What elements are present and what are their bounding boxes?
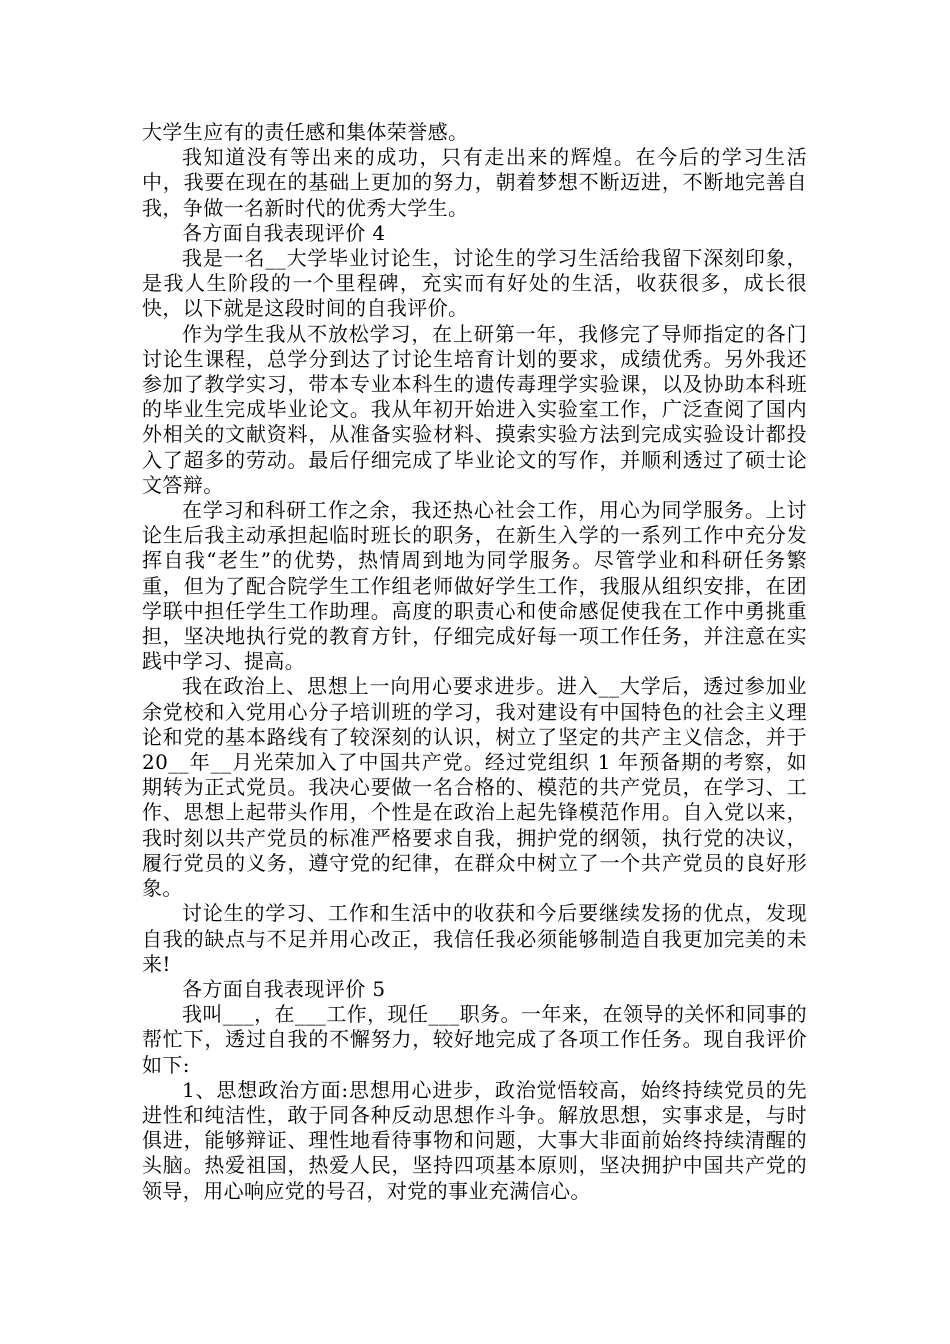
paragraph-1: 我知道没有等出来的成功，只有走出来的辉煌。在今后的学习生活中，我要在现在的基础上更加的努力，朝着梦想不断迈进，不断地完善自我，争做一名新时代的优秀大学生。 xyxy=(142,145,807,220)
section-heading-5: 各方面自我表现评价 5 xyxy=(182,976,386,1001)
paragraph-9: 我叫___，在___工作，现任___职务。一年来，在领导的关怀和同事的帮忙下，透过自我的不懈努力，较好地完成了各项工作任务。现自我评价如下: xyxy=(142,1002,807,1077)
paragraph-0: 大学生应有的责任感和集体荣誉感。 xyxy=(142,120,469,144)
paragraph-3: 我是一名__大学毕业讨论生，讨论生的学习生活给我留下深刻印象，是我人生阶段的一个里程碑，充实而有好处的生活，收获很多，成长很快，以下就是这段时间的自我评价。 xyxy=(142,246,807,321)
paragraph-6: 我在政治上、思想上一向用心要求进步。进入__大学后，透过参加业余党校和入党用心分子培训班的学习，我对建设有中国特色的社会主义理论和党的基本路线有了较深刻的认识，树立了坚定的共产主义信念，并于 20__年__月光荣加入了中国共产党。经过党组织 1 年预备期的考察，如期转为正式党员。我决心要做一名合格的、模范的共产党员，在学习、工作、思想上起带头作用，个性是在政治上起先锋模范作用。自入党以来，我时刻以共产党员的标准严格要求自我，拥护党的纲领，执行党的决议，履行党员的义务，遵守党的纪律，在群众中树立了一个共产党员的良好形象。 xyxy=(142,674,807,901)
document-page xyxy=(142,120,807,1204)
paragraph-7: 讨论生的学习、工作和生活中的收获和今后要继续发扬的优点，发现自我的缺点与不足并用心改正，我信任我必须能够制造自我更加完美的未来! xyxy=(142,901,807,976)
paragraph-5: 在学习和科研工作之余，我还热心社会工作，用心为同学服务。上讨论生后我主动承担起临时班长的职务，在新生入学的一系列工作中充分发挥自我“老生”的优势，热情周到地为同学服务。尽管学业和科研任务繁重，但为了配合院学生工作组老师做好学生工作，我服从组织安排，在团学联中担任学生工作助理。高度的职责心和使命感促使我在工作中勇挑重担，坚决地执行党的教育方针，仔细完成好每一项工作任务，并注意在实践中学习、提高。 xyxy=(142,498,807,674)
paragraph-10: 1、思想政治方面:思想用心进步，政治觉悟较高，始终持续党员的先进性和纯洁性，敢于同各种反动思想作斗争。解放思想，实事求是，与时俱进，能够辩证、理性地看待事物和问题，大事大非面前始终持续清醒的头脑。热爱祖国，热爱人民，坚持四项基本原则，坚决拥护中国共产党的领导，用心响应党的号召，对党的事业充满信心。 xyxy=(142,1077,807,1203)
paragraph-4: 作为学生我从不放松学习，在上研第一年，我修完了导师指定的各门讨论生课程，总学分到达了讨论生培育计划的要求，成绩优秀。另外我还参加了教学实习，带本专业本科生的遗传毒理学实验课，以及协助本科班的毕业生完成毕业论文。我从年初开始进入实验室工作，广泛查阅了国内外相关的文献资料，从准备实验材料、摸索实验方法到完成实验设计都投入了超多的劳动。最后仔细完成了毕业论文的写作，并顺利透过了硕士论文答辩。 xyxy=(142,321,807,497)
section-heading-4: 各方面自我表现评价 4 xyxy=(182,220,386,245)
